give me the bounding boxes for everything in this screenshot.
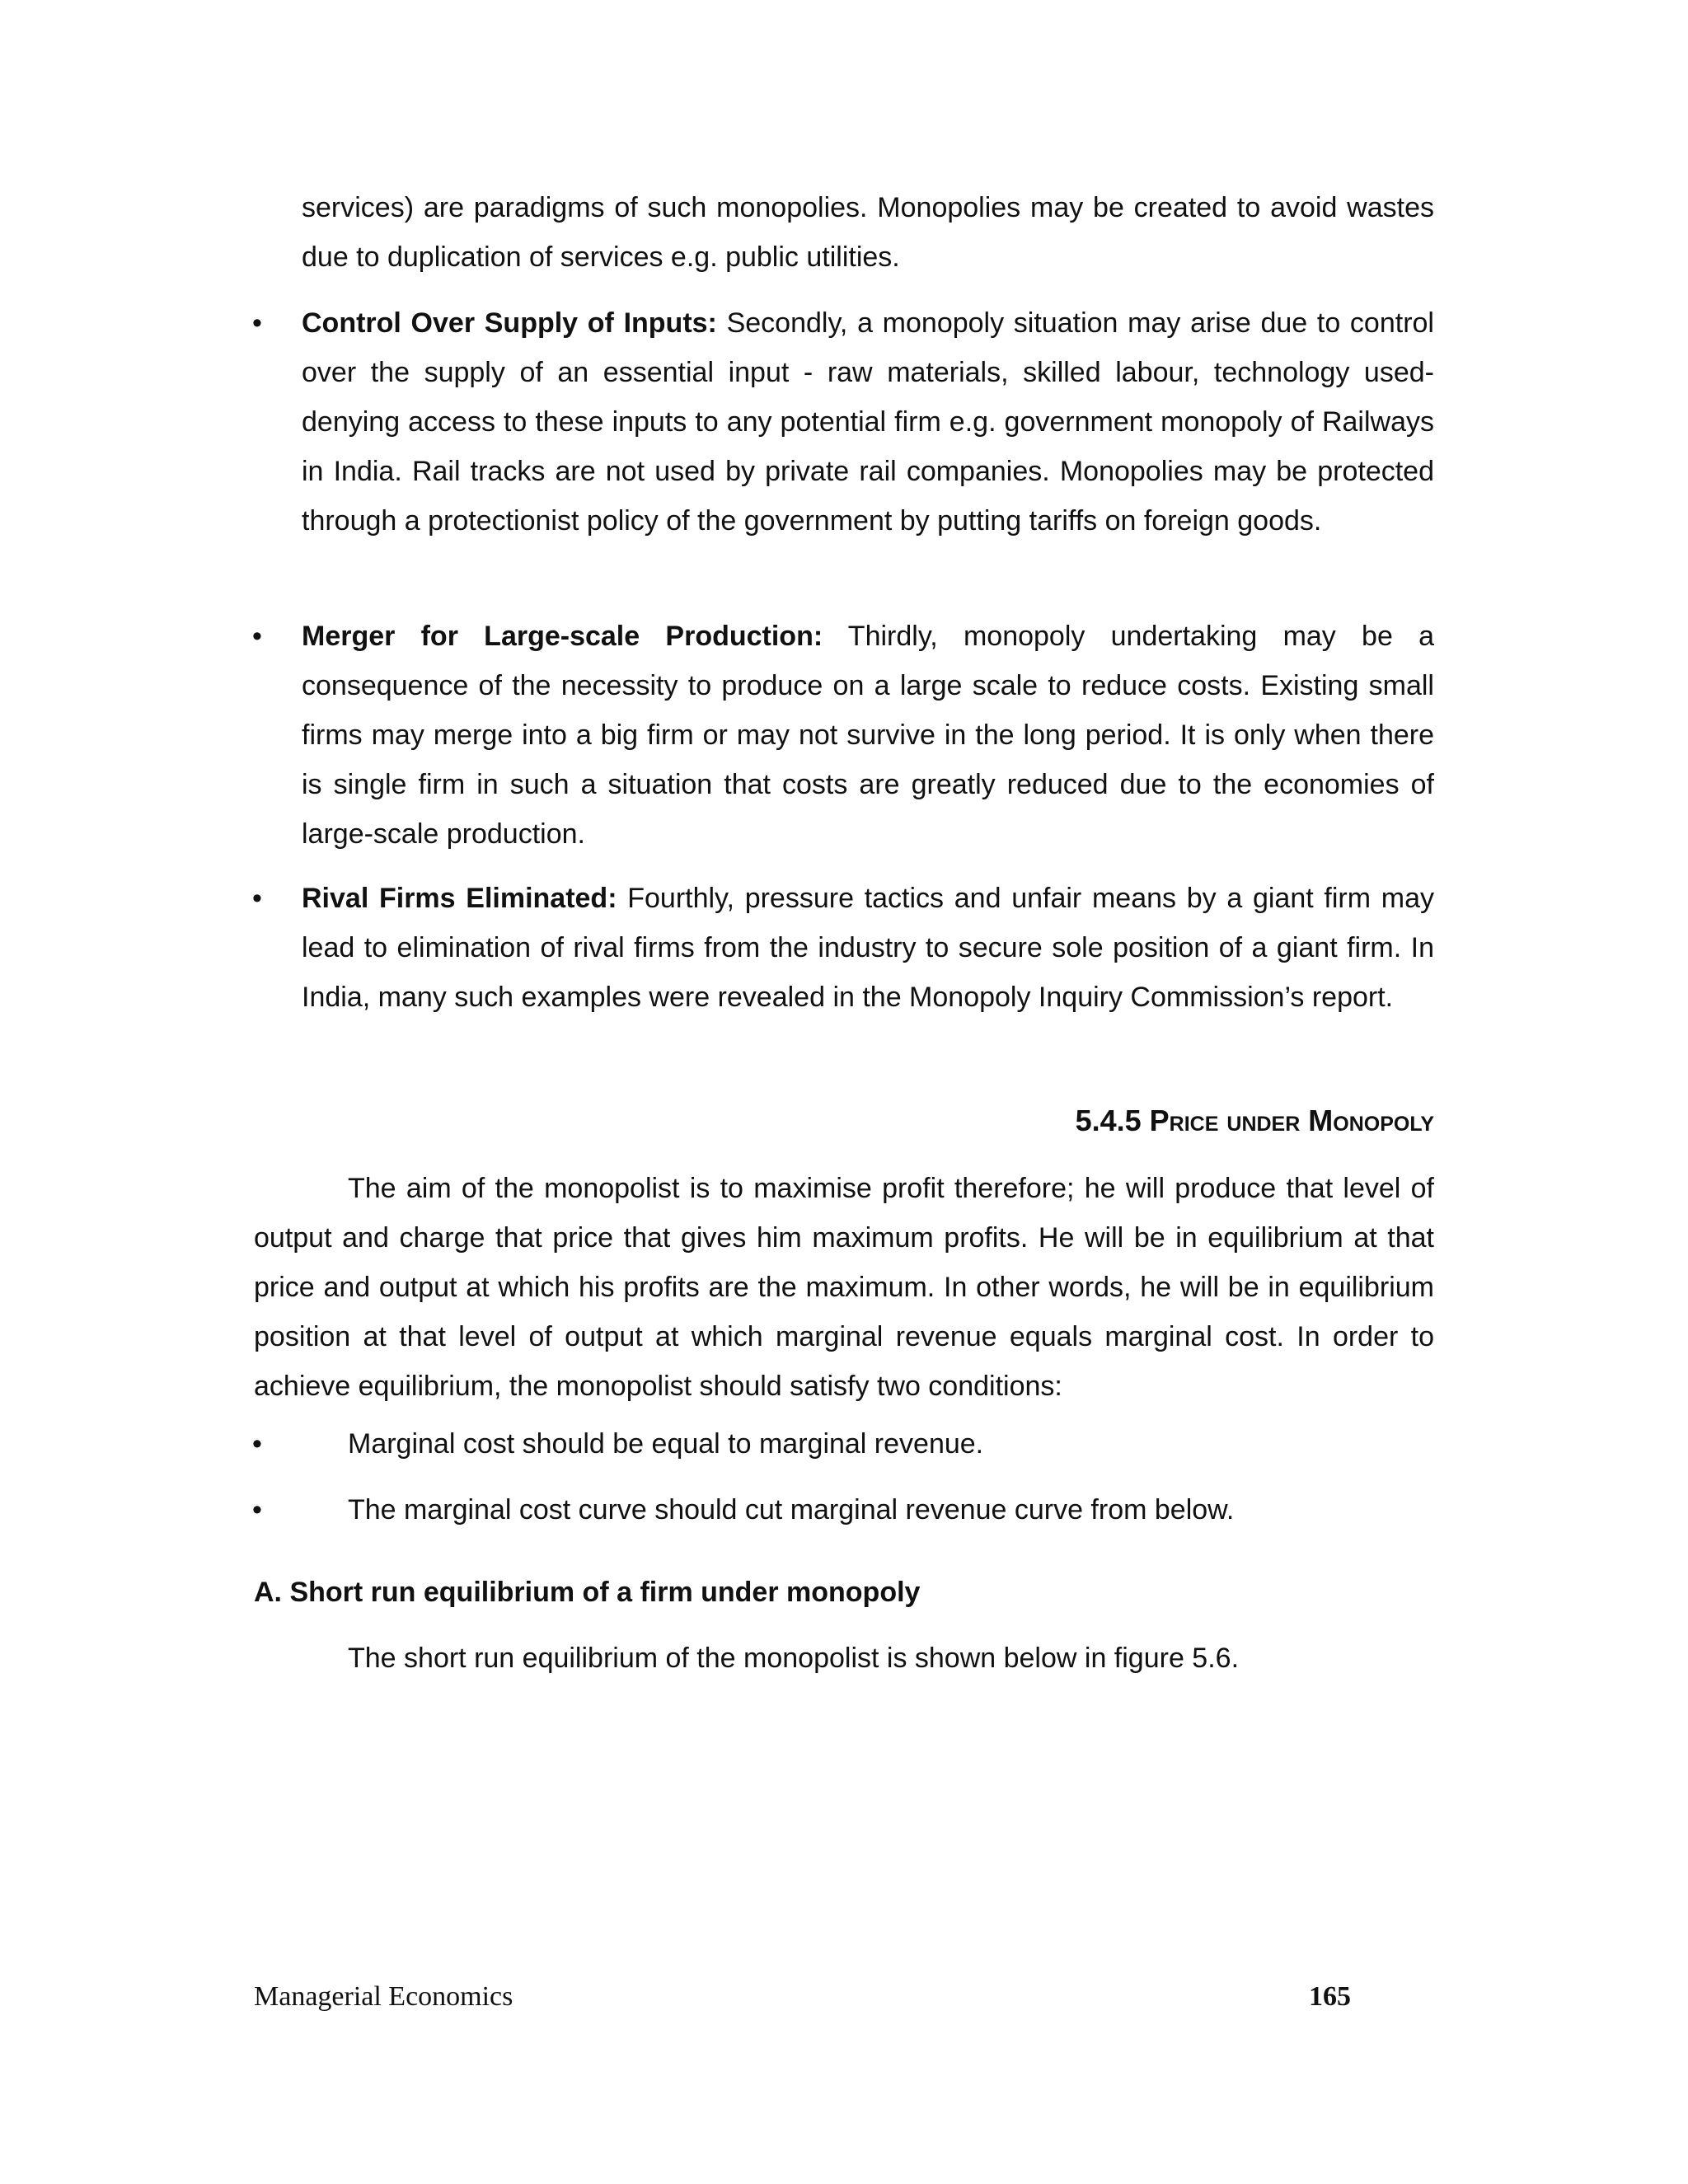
subheading-paragraph: The short run equilibrium of the monopolist is shown below in figure 5.6. [348, 1643, 1240, 1674]
section-paragraph: The aim of the monopolist is to maximise profit therefore; he will produce that level of output and charge that price that gives him maximum profits. He will be in equilibrium at that price and output at which his profits are the maximum. In other words, he will be in equilibrium position at that level of output at which marginal revenue equals marginal cost. In order to achieve equilibrium, the monopolist should satisfy two conditions: [254, 1173, 1434, 1402]
bullet-term: Control Over Supply of Inputs: [302, 307, 717, 339]
bullet-marker: • [252, 1428, 262, 1460]
list-item [302, 612, 1434, 859]
bullet-text: Thirdly, monopoly undertaking may be a consequence of the necessity to produce on a large scale to reduce costs. Existing small firms may merge into a big firm or may not survive in the long period. It is only when there is single firm in such a situation that costs are greatly reduced due to the economies of large-scale production. [302, 621, 1435, 850]
bullet-marker: • [252, 1494, 262, 1526]
bullet-marker: • [252, 621, 262, 652]
subheading: A. Short run equilibrium of a firm under monopoly [254, 1577, 921, 1608]
section-heading: 5.4.5 Price under Monopoly [1075, 1104, 1434, 1137]
condition-item: The marginal cost curve should cut marginal revenue curve from below. [348, 1494, 1235, 1526]
list-item [302, 874, 1434, 1022]
footer-page-number: 165 [1309, 1981, 1351, 2012]
intro-continuation: services) are paradigms of such monopolies. Monopolies may be created to avoid wastes due to duplication of services e.g. public utilities. [302, 192, 1434, 273]
footer-book-title: Managerial Economics [254, 1981, 513, 2012]
list-item [302, 298, 1434, 546]
bullet-text: Fourthly, pressure tactics and unfair means by a giant firm may lead to elimination of rival firms from the industry to secure sole position of a giant firm. In India, many such examples were revealed in the Monopoly Inquiry Commission’s report. [302, 883, 1434, 1013]
bullet-marker: • [252, 883, 262, 914]
bullet-term: Merger for Large-scale Production: [302, 621, 823, 652]
condition-item: Marginal cost should be equal to marginal revenue. [348, 1428, 984, 1460]
bullet-marker: • [252, 307, 262, 339]
bullet-term: Rival Firms Eliminated: [302, 883, 617, 914]
bullet-text: Secondly, a monopoly situation may arise due to control over the supply of an essential input - raw materials, skilled labour, technology used- denying access to these inputs to any potential firm e.g. government monopoly of Railways in India. Rail tracks are not used by private rail companies. Monopolies may be protected through a protectionist policy of the government by putting tariffs on foreign goods. [302, 307, 1434, 537]
